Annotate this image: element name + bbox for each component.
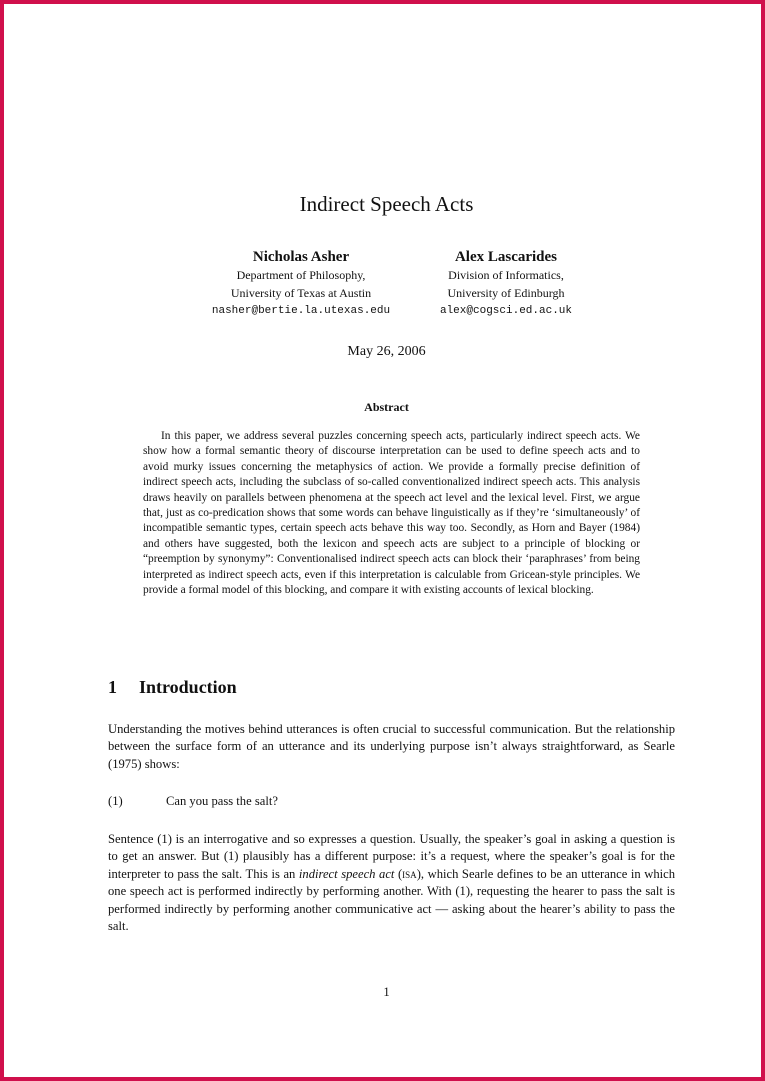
paragraph-emphasis: indirect speech act bbox=[298, 866, 395, 881]
intro-paragraph-2 bbox=[108, 831, 675, 935]
page-number: 1 bbox=[383, 985, 390, 999]
paragraph-text-part: Sentence (1) is an interrogative and so expresses a question. Usually, the speaker’s goal in asking a question is to get an answer. But (1) plausibly has a different purpose: it’s a request, where the speaker’s goal is for the interpreter to pass the salt. This is an bbox=[108, 832, 675, 881]
author-institution: University of Edinburgh bbox=[447, 286, 565, 300]
author-email: nasher@bertie.la.utexas.edu bbox=[211, 305, 391, 317]
abstract-text: In this paper, we address several puzzles concerning speech acts, particularly indirect speech acts. We show how a formal semantic theory of discourse interpretation can be used to define speech acts and to avoid murky issues concerning the metaphysics of action. We provide a formally precise definition of indirect speech acts, including the subclass of so-called conventionalized indirect speech acts. This analysis draws heavily on parallels between phenomena at the speech act level and the lexical level. First, we argue that, just as co-predication shows that some words can behave linguistically as if they’re ‘simultaneously’ of incompatible semantic types, certain speech acts behave this way too. Secondly, as Horn and Bayer (1984) and others have suggested, both the lexicon and speech acts are subject to a principle of blocking or “preemption by synonymy”: Conventionalised indirect speech acts can block their ‘paraphrases’ from being interpreted as indirect speech acts, even if this interpretation is calculable from Gricean-style principles. We provide a formal model of this blocking, and compare it with existing accounts of lexical blocking. bbox=[143, 430, 640, 597]
paragraph-text-part: ( bbox=[394, 866, 403, 881]
paper-date: May 26, 2006 bbox=[347, 344, 426, 359]
section-number: 1 bbox=[108, 677, 117, 697]
author-email: alex@cogsci.ed.ac.uk bbox=[439, 305, 573, 317]
author-department: Division of Informatics, bbox=[448, 268, 564, 282]
author-name: Alex Lascarides bbox=[454, 249, 558, 265]
author-block-lascarides bbox=[386, 248, 626, 320]
author-block-asher bbox=[181, 248, 421, 320]
author-institution: University of Texas at Austin bbox=[230, 286, 372, 300]
example-1 bbox=[108, 794, 278, 809]
author-department: Department of Philosophy, bbox=[236, 268, 366, 282]
section-heading bbox=[108, 677, 237, 698]
author-name: Nicholas Asher bbox=[252, 249, 350, 265]
example-text: Can you pass the salt? bbox=[166, 794, 278, 808]
abstract-heading: Abstract bbox=[364, 400, 409, 414]
intro-paragraph-1: Understanding the motives behind utterances is often crucial to successful communication. But the relationship between the surface form of an utterance and its underlying purpose isn’t always straightforward, as Searle (1975) shows: bbox=[108, 722, 675, 771]
paragraph-abbrev: isa bbox=[402, 866, 417, 881]
example-number: (1) bbox=[108, 794, 123, 808]
paper-title: Indirect Speech Acts bbox=[299, 192, 474, 216]
section-title: Introduction bbox=[139, 677, 237, 697]
paragraph-text-part: ), which Searle defines to be an utterance in which one speech act is performed indirectly by performing another. With (1), requesting the hearer to pass the salt is performed indirectly by performing another communicative act — asking about the hearer’s ability to pass the salt. bbox=[108, 866, 676, 934]
